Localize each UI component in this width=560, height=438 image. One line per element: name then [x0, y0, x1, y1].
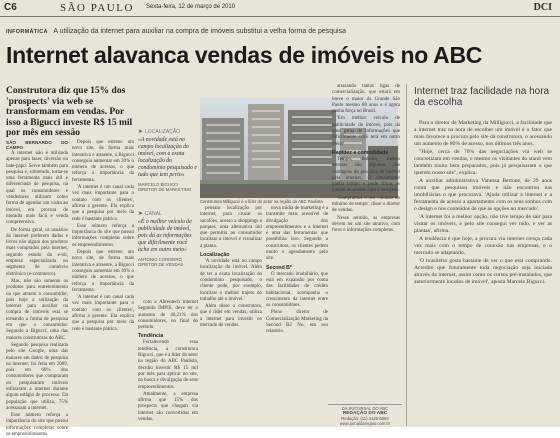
paragraph: Segundo pesquisa realizada pelo site Google, uma das maiores em dados de pesquisa na internet, foi feita em 2009, pois em 60% dos consumidores que compraram ou pesquisaram imóveis utilizaram a internet durante algum estágio de processo. Da população que utiliza, 75% acessaram a internet.: [6, 342, 68, 411]
arrow-icon: ➤: [138, 129, 144, 135]
arrow-icon: ➤: [138, 211, 144, 217]
pull-quote-author: ANTONIO CORDEIRO DIRETOR DE VENDAS: [138, 257, 184, 267]
paragraph: Esse número reforça a importância do site que possui informações completas sobre os empreendimentos.: [6, 413, 68, 438]
paragraph: "Hoje, cerca de 70% das negociações via web se concretizam em vendas, e mesmo os visitantes do stand vem também muito bem preparados, pois já pesquisaram o que querem nosso site", explica.: [414, 149, 552, 176]
footer-sucursal: DA SUCURSAL DO ABC: [341, 406, 389, 411]
paragraph: 'A internet é um canal cada vez mais importante para o contato com os clientes', afirma a gerente. Ela explica que a pesquisa por meio da rede é bastante prática.: [72, 185, 134, 222]
section-title: SÃO PAULO: [60, 2, 134, 14]
paragraph: Fortalecendo essa tendência, a construtora Bigucci, que é a líder do setor na região do ABC Paulista, decidiu investir R$ 15 mil por mês para aplicar no site, na busca e divulgação de seus empreendimentos.: [138, 340, 198, 390]
photo-caption: Construtora Milligucci é o líder do setor na região do ABC Paulista: [200, 199, 323, 204]
footer-redacao: REDAÇÃO DO ABC: [342, 411, 388, 416]
paragraph: A tendência é que hoje, a procura via internet cresça cada vez mais com o tempo de conexão nas empresas, e o mercado se adaptando.: [414, 236, 552, 256]
article-column-4: [266, 206, 328, 426]
paragraph: Além disso a construtora, que é líder em vendas, utiliza a internet para investir no mercado de vendas.: [200, 304, 262, 329]
paragraph: pensam localização por internet, para cruzar os sacolões, acesso a shoppings e parques, uma alternativa útil que permitiu ao consumidor localizar o imóvel e visualizar a planta.: [200, 206, 262, 249]
article-footer: [328, 404, 402, 426]
article-column-5: [332, 84, 400, 402]
pull-quote-author: MARCELO BIGUCCI DIRETOR DE MARKETING: [138, 182, 192, 192]
pull-quote-canal: [138, 210, 198, 267]
paragraph: 'A internet foi a melhor opção, não tive tempo de sair para visitar os imóveis, e pelo site consegui ver tudo, e ver as plantas', afirma.: [414, 214, 552, 234]
paragraph: Pleno diretor de Comercialização Marketing da Second B2 No, em seu relatório.: [266, 310, 328, 335]
pull-quote-text: «A novidade está no campo localização do imóvel, com a exata localização do condomínio pesquisado e tudo que tem perto»: [138, 137, 197, 178]
paragraph: 'Compramos o seu cuidado no mínimo de tempo', disse o diretor de vendas.: [332, 195, 400, 214]
paragraph: Depois que estreou um novo site, de forma mais interativa e atraente, a Bigucci conseguiu aumentar em 30% o número de acessos, o que reforça a importância da ferramenta.: [72, 250, 134, 293]
kicker: [6, 28, 551, 37]
article-column-3: [200, 206, 262, 426]
kicker-tag: INFORMÁTICA: [6, 29, 48, 35]
pull-quote-localizacao: [138, 128, 198, 192]
paragraph: 'O brasileiro gosta bastante de ver o que está comprando. Acredito que futuramente toda negociação seja iniciada através da internet, assim como os cursos pré-instalados, que anteriormente locados de imóvel', aposta Marcelo Bigucci.: [414, 258, 552, 285]
paragraph: atrasando tantas ligas de comercialização, que estará em breve o maior da Grande São Paulo mesmo 80 anos e é agora ganha força no Brasil.: [332, 84, 400, 115]
paragraph: Mas, não são somente os produtos para entretenimento ou que atraem o consumidor, pois hoje a utilização da internet para auxiliar na compra de imóveis está se tornando a forma de pesquisa em que o consumidor. Segundo a Bigucci, uma das maiores construtoras do ABC.: [6, 278, 68, 341]
subheading: Tendência: [138, 333, 164, 340]
footer-phone: Redação: (11) 4125-6666: [341, 416, 389, 421]
lede: Construtora diz que 15% dos 'prospects' via web se transformam em vendas. Por isso a Bigucci investe R$ 15 mil por mês em sessão: [6, 86, 133, 138]
subheading: Second B²: [266, 264, 292, 271]
paragraph: Depois que estreou um novo site, de forma mais interativa e atraente, a Bigucci conseguiu aumentar em 30% o número de acessos, o que reforça a importância da ferramenta.: [72, 140, 134, 183]
paragraph: Para o diretor de Marketing da Milligucci, a facilidade que a internet traz na hora de escolher um imóvel é o fator que mais favorece a procura pelo site da construtora, o acessando um aumento de 80% de acesso, nos últimos três anos.: [414, 120, 552, 147]
page-number: C6: [4, 2, 17, 13]
subheading: Rapidez e comodidade: [332, 149, 389, 156]
subheading: Localização: [200, 252, 230, 259]
paragraph: com a Abrentech internet Segundo IMPIS, deve ter o aumento de 46,21% dos consumidores, no final do período.: [138, 300, 198, 331]
issue-date: Sexta-feira, 12 de março de 2010: [146, 4, 236, 10]
sidebar-title: Internet traz facilidade na hora da escolha: [414, 86, 550, 108]
paragraph: 'A novidade está no campo localização do imóvel. Além de ter a exata localização do condomínio pesquisado, o cliente pode, por exemplo, localizar o melhor trajeto do trabalho até o imóvel.': [200, 259, 262, 302]
page-header: [0, 0, 560, 17]
pull-quote-label: LOCALIZAÇÃO: [145, 128, 181, 135]
paragraph: A auxiliar administrativa Vanessa Bertone, de 29 anos conta que pesquisou imóveis e não encontrou nas imobiliárias o que procurava. 'Ajuda utilizar a internet e a ferramenta de acesso a apartamento com os seus sonhos com o design e nos conteúdos de que as opções no mercado'.: [414, 178, 552, 212]
pull-quote-text: «É o melhor veículo de publicidade de imóvel, pois dá as informações que dificilmente você acha em outro meio»: [138, 219, 192, 253]
byline: SÃO BERNARDO DO CAMPO: [6, 140, 68, 150]
paragraph: nova mídia de marketing é a transmite mais acessível de divulgação dos empreendimentos e a internet é uma das ferramentas que possibilita isso. Segundo a construtora, os clientes pedem muito o agendamento pelo site.: [266, 206, 328, 262]
article-column-2: [72, 140, 134, 426]
footer-url: www.jornaldaregiao.com.br: [339, 421, 391, 426]
paragraph: 'A internet é um canal cada vez mais importante para o contato com os clientes', afirma a gerente. Ela explica que a pesquisa por meio da rede é bastante prática.: [72, 295, 134, 332]
paragraph: A internet não é utilizada apenas para lazer, diversão ou bate-papo. Serve também para pesquisa e, sobretudo, torna-se uma ferramenta mais útil e diferenciada de pesquisa, na qual os consumidores e vendedores utilizam como forma de agendar um visita ao imóvel, em procura de moradia mais fácil e venda compreensiva.: [6, 151, 68, 226]
paragraph: Tempo, dinheiro, menos estresse são algumas das vantagens da pesquisa de imóvel pela internet. O consumidor ganha tempo e pode filtrar as buscas de acordo com o desejado.: [332, 156, 400, 194]
paragraph: Esse número reforça a importância do site que possui informações completas sobre os empreendimentos.: [72, 223, 134, 248]
paragraph: 'Em melhor veículo de publicidade de imóvel, pois dá uma gama de informações que dificilmente você terá em outro meio.': [332, 116, 400, 147]
headline: Internet alavanca vendas de imóveis no ABC: [6, 42, 483, 68]
article-column-2b: [138, 300, 198, 426]
paragraph: Nesse sentido, as empresas devem ter um site atrativo, com fotos e informações completas.: [332, 215, 400, 234]
paragraph: Atualmente, a empresa afirma que 15% dos prospects que chegam via internet são convertidos em vendas.: [138, 391, 198, 423]
sidebar-text: [414, 120, 552, 424]
paragraph: O mercado imobiliário, que está em expansão por conta das facilidades de crédito habitacional, acompanha o crescimento da internet entre os consumidores.: [266, 271, 328, 309]
kicker-text: A utilização da internet para auxiliar na compra de imóveis substitui a velha forma de pesquisa: [53, 28, 346, 35]
pull-quote-label: CANAL: [145, 210, 162, 217]
article-column-1: [6, 140, 68, 438]
newspaper-logo: DCI: [533, 2, 552, 13]
paragraph: De forma geral, os usuários da internet preferem dados e livros não algum dos produtos mais comprados pela internet, segundo estudo da e-bit, empresa especializada no segmento de comércio eletrônico (e-commerce).: [6, 227, 68, 277]
